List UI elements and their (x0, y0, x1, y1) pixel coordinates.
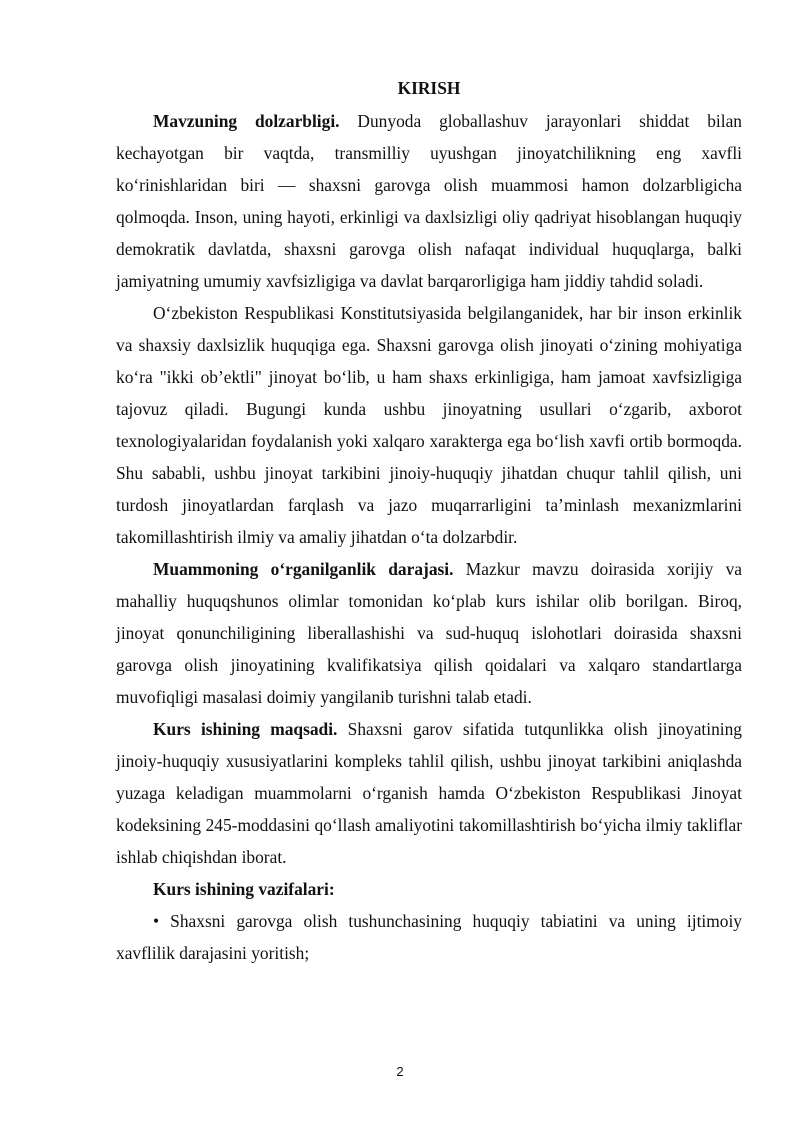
section-title: KIRISH (397, 78, 461, 98)
paragraph-text: Mazkur mavzu doirasida xorijiy va mahalliy huquqshunos olimlar tomonidan koʻplab kurs ishilar olib borilgan. Biroq, jinoyat qonunchiligining liberallashishi va sud-huquq islohotlari doirasida shaxsni garovga olish jinoyatining kvalifikatsiya qilish qoidalari va xalqaro standartlarga muvofiqligi masalasi doimiy yangilanib turishni talab etadi. (116, 559, 742, 707)
paragraph-text: Dunyoda globallashuv jarayonlari shiddat bilan kechayotgan bir vaqtda, transmilliy uyushgan jinoyatchilikning eng xavfli koʻrinishlaridan biri — shaxsni garovga olish muammosi hamon dolzarbligicha qolmoqda. Inson, uning hayoti, erkinligi va daxlsizligi oliy qadriyat hisoblangan huquqiy demokratik davlatda, shaxsni garovga olish nafaqat individual huquqlarga, balki jamiyatning umumiy xavfsizligiga va davlat barqarorligiga ham jiddiy tahdid soladi. (116, 111, 742, 291)
paragraph-heading: Kurs ishining maqsadi. (153, 719, 338, 739)
paragraph-constitution (116, 297, 742, 553)
paragraph-tasks-heading (116, 873, 742, 905)
paragraph-heading: Muammoning oʻrganilganlik darajasi. (153, 559, 454, 579)
paragraph-heading: Mavzuning dolzarbligi. (153, 111, 340, 131)
paragraph-text: • Shaxsni garovga olish tushunchasining huquqiy tabiatini va uning ijtimoiy xavflilik darajasini yoritish; (116, 911, 742, 963)
paragraph-goal (116, 713, 742, 873)
paragraph-text: Shaxsni garov sifatida tutqunlikka olish jinoyatining jinoiy-huquqiy xususiyatlarini kompleks tahlil qilish, ushbu jinoyat tarkibini aniqlashda yuzaga keladigan muammolarni oʻrganish hamda Oʻzbekiston Respublikasi Jinoyat kodeksining 245-moddasini qoʻllash amaliyotini takomillashtirish boʻyicha ilmiy takliflar ishlab chiqishdan iborat. (116, 719, 742, 867)
paragraph-relevance (116, 105, 742, 297)
page-number: 2 (396, 1064, 404, 1079)
paragraph-heading: Kurs ishining vazifalari: (153, 879, 335, 899)
paragraph-study-degree (116, 553, 742, 713)
list-item-task (116, 905, 742, 969)
page-content (116, 71, 742, 969)
paragraph-text: Oʻzbekiston Respublikasi Konstitutsiyasida belgilanganidek, har bir inson erkinlik va shaxsiy daxlsizlik huquqiga ega. Shaxsni garovga olish jinoyati oʻzining mohiyatiga koʻra "ikki obʼektli" jinoyat boʻlib, u ham shaxs erkinligiga, ham jamoat xavfsizligiga tajovuz qiladi. Bugungi kunda ushbu jinoyatning usullari oʻzgarib, axborot texnologiyalaridan foydalanish yoki xalqaro xarakterga ega boʻlish xavfi ortib bormoqda. Shu sababli, ushbu jinoyat tarkibini jinoiy-huquqiy jihatdan chuqur tahlil qilish, uni turdosh jinoyatlardan farqlash va jazo muqarrarligini taʼminlash mexanizmlarini takomillashtirish ilmiy va amaliy jihatdan oʻta dolzarbdir. (116, 303, 742, 547)
